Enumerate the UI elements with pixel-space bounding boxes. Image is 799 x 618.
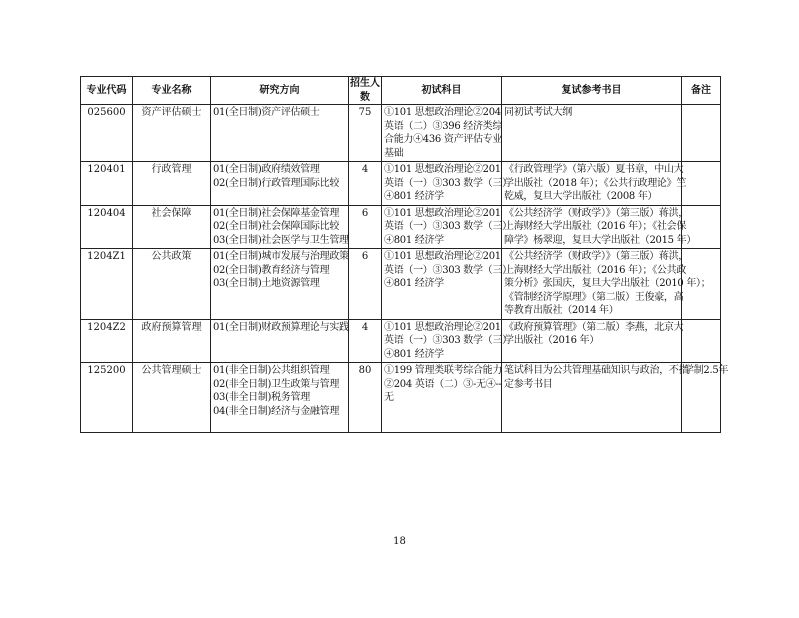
exam-line: 英语（一）③303 数学（三） [384, 335, 512, 346]
exam-line: ②204 英语（二）③-无④-- [384, 378, 502, 390]
ref-line: 《行政管理学》（第六版）夏书章，中山大 [504, 164, 684, 175]
ref-line: 上海财经大学出版社（2016 年）；《公共政 [504, 264, 687, 276]
cell-note [682, 162, 721, 206]
direction-item: 02(全日制)行政管理国际比较 [213, 177, 340, 189]
header-note: 备注 [682, 77, 721, 105]
cell-exam [382, 205, 512, 249]
exam-line: 英语（一）③303 数学（三） [384, 264, 512, 276]
table-row [81, 105, 721, 162]
exam-line: ①101 思想政治理论②201 [384, 164, 501, 175]
ref-line: 定参考书目 [504, 378, 553, 390]
enrollment-table [80, 76, 729, 433]
header-exam: 初试科目 [382, 77, 502, 105]
ref-line: 学出版社（2018 年）；《公共行政理论》竺 [504, 177, 687, 189]
cell-name: 行政管理 [133, 162, 211, 206]
exam-line: ①101 思想政治理论②204 [384, 107, 501, 118]
cell-directions [211, 105, 349, 162]
direction-item: 03(全日制)土地资源管理 [213, 278, 320, 289]
header-code: 专业代码 [81, 77, 133, 105]
cell-refs [502, 205, 697, 249]
exam-line: ④801 经济学 [384, 278, 444, 289]
cell-code: 120404 [81, 205, 133, 249]
ref-line: 乾威，复旦大学出版社（2008 年） [504, 191, 658, 202]
direction-item: 02(全日制)社会保障国际比较 [213, 221, 340, 232]
cell-quota: 4 [349, 319, 382, 363]
cell-refs [502, 319, 682, 363]
ref-line: 上海财经大学出版社（2016 年）；《社会保 [504, 221, 687, 232]
exam-line: ①199 管理类联考综合能力 [384, 365, 503, 376]
direction-item: 01(全日制)资产评估硕士 [213, 107, 320, 118]
cell-quota: 80 [349, 363, 382, 433]
cell-code: 1204Z1 [81, 249, 133, 320]
direction-item: 03(非全日制)税务管理 [213, 392, 310, 403]
cell-name: 资产评估硕士 [133, 105, 211, 162]
direction-item: 01(全日制)城市发展与治理政策 [213, 251, 349, 262]
table-row [81, 319, 721, 363]
ref-line: 等教育出版社（2014 年） [504, 305, 619, 316]
cell-exam [382, 105, 502, 162]
cell-exam [382, 162, 512, 206]
cell-quota: 75 [349, 105, 382, 162]
cell-note [682, 105, 721, 162]
cell-directions [211, 363, 349, 433]
ref-line: 《管制经济学原理》（第二版）王俊豪，高 [504, 291, 684, 303]
table-row [81, 249, 721, 320]
cell-code: 125200 [81, 363, 133, 433]
cell-name: 公共管理硕士 [133, 363, 211, 433]
exam-line: 英语（一）③303 数学（三） [384, 177, 512, 189]
cell-directions [211, 162, 349, 206]
ref-line: 学出版社（2016 年） [504, 335, 600, 346]
ref-line: 同初试考试大纲 [504, 107, 572, 118]
cell-quota: 4 [349, 162, 382, 206]
exam-line: 英语（一）③303 数学（三） [384, 221, 512, 232]
header-name: 专业名称 [133, 77, 211, 105]
direction-item: 01(全日制)政府绩效管理 [213, 164, 320, 175]
cell-note: 学制2.5年 [682, 363, 721, 433]
ref-line: 笔试科目为公共管理基础知识与政治，不指 [504, 365, 689, 376]
table-row [81, 363, 721, 433]
cell-refs [502, 162, 687, 206]
cell-note [682, 319, 721, 363]
direction-item: 03(全日制)社会医学与卫生管理 [213, 234, 349, 246]
cell-quota: 6 [349, 249, 382, 320]
header-refs: 复试参考书目 [502, 77, 682, 105]
exam-line: ①101 思想政治理论②201 [384, 321, 501, 333]
direction-item: 02(全日制)教育经济与管理 [213, 264, 330, 276]
cell-refs [502, 363, 689, 433]
cell-code: 025600 [81, 105, 133, 162]
exam-line: ①101 思想政治理论②201 [384, 251, 501, 262]
ref-line: 《公共经济学（财政学）》（第三版）蒋洪， [504, 251, 688, 262]
cell-code: 120401 [81, 162, 133, 206]
table-row [81, 205, 721, 249]
direction-item: 01(全日制)社会保障基金管理 [213, 207, 340, 219]
ref-line: 障学》杨翠迎，复旦大学出版社（2015 年） [504, 234, 697, 246]
direction-item: 02(非全日制)卫生政策与管理 [213, 378, 340, 390]
cell-name: 政府预算管理 [133, 319, 211, 363]
ref-line: 策分析》张国庆，复旦大学出版社（2010 年）； [504, 278, 711, 289]
direction-item: 04(非全日制)经济与金融管理 [213, 405, 340, 417]
direction-item: 01(全日制)财政预算理论与实践 [213, 321, 349, 333]
ref-line: 《公共经济学（财政学）》（第三版）蒋洪， [504, 207, 688, 219]
page-number: 18 [393, 536, 406, 547]
exam-line: ④801 经济学 [384, 191, 444, 202]
cell-name: 公共政策 [133, 249, 211, 320]
exam-line: ④801 经济学 [384, 234, 444, 246]
exam-line: 无 [384, 392, 394, 403]
cell-exam [382, 363, 502, 433]
cell-code: 1204Z2 [81, 319, 133, 363]
cell-refs [502, 249, 711, 320]
exam-line: 英语（二）③396 经济类综 [384, 120, 503, 132]
exam-line: ④801 经济学 [384, 348, 444, 360]
cell-refs [502, 105, 682, 162]
cell-exam [382, 319, 512, 363]
cell-directions [211, 205, 349, 249]
cell-directions [211, 249, 349, 320]
cell-exam [382, 249, 512, 320]
header-quota: 招生人数 [350, 78, 380, 103]
exam-line: ①101 思想政治理论②201 [384, 207, 501, 219]
direction-item: 01(非全日制)公共组织管理 [213, 365, 330, 376]
cell-quota: 6 [349, 205, 382, 249]
table-row [81, 162, 721, 206]
table-body [81, 105, 729, 433]
ref-line: 《政府预算管理》（第二版）李燕，北京大 [504, 321, 684, 333]
header-direction: 研究方向 [211, 77, 349, 105]
cell-name: 社会保障 [133, 205, 211, 249]
header-row [81, 77, 721, 105]
cell-directions [211, 319, 349, 363]
exam-line: 合能力④436 资产评估专业 [384, 134, 503, 145]
exam-line: 基础 [384, 147, 404, 159]
